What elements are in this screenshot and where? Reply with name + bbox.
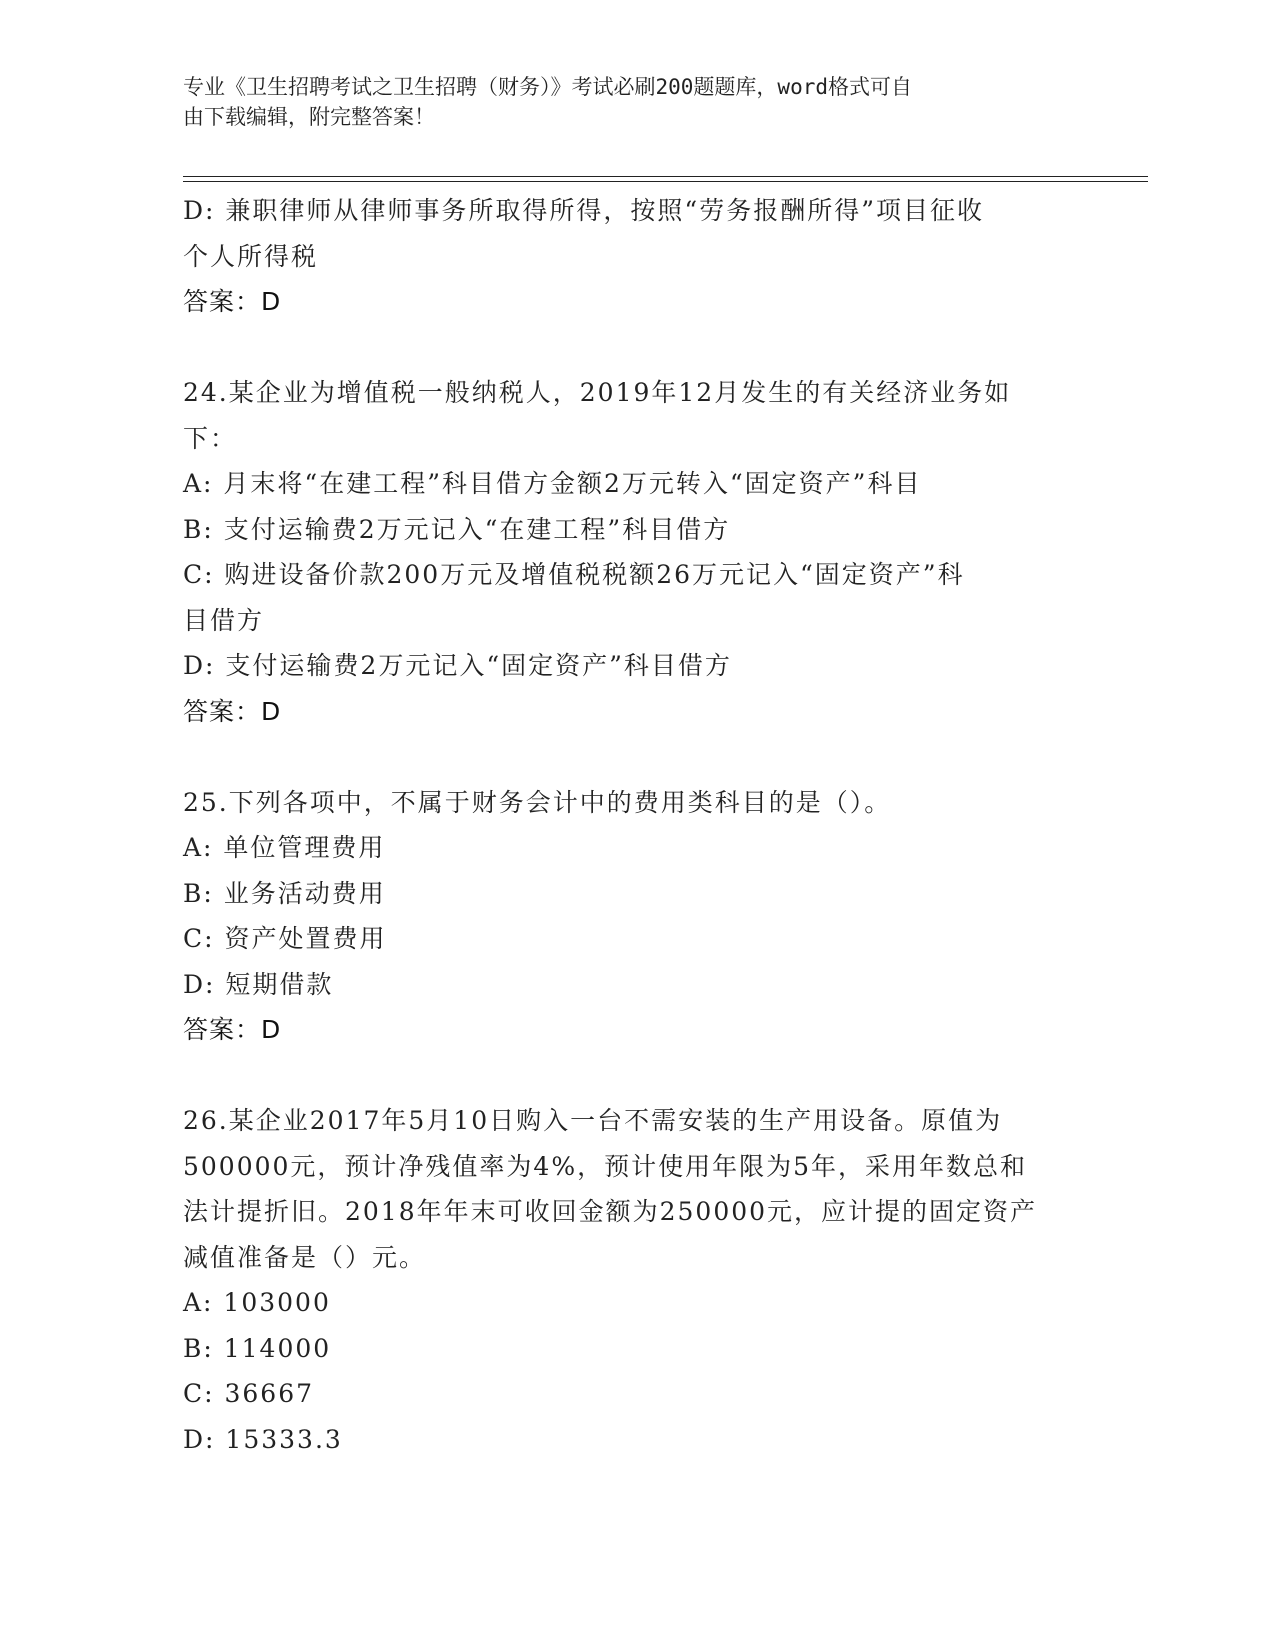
- option-c: C: 购进设备价款200万元及增值税税额26万元记入“固定资产”科: [183, 560, 965, 589]
- answer-line: 答案：D: [183, 287, 282, 316]
- option-a: A: 103000: [183, 1288, 331, 1317]
- option-b: B: 业务活动费用: [183, 878, 386, 908]
- question-stem: 25.下列各项中，不属于财务会计中的费用类科目的是（）。: [183, 787, 892, 817]
- option-d-continued: 个人所得税: [183, 241, 319, 271]
- header-divider-bottom: [183, 181, 1148, 182]
- question-26: [183, 1098, 1083, 1462]
- question-stem: 24.某企业为增值税一般纳税人，2019年12月发生的有关经济业务如: [183, 378, 1012, 407]
- question-stem-continued: 500000元，预计净残值率为4%，预计使用年限为5年，采用年数总和: [183, 1151, 1028, 1181]
- option-d: D: 15333.3: [183, 1424, 343, 1454]
- spacer: [183, 734, 1083, 780]
- document-header: [183, 72, 1063, 132]
- previous-question: [183, 188, 1083, 325]
- option-d: D: 支付运输费2万元记入“固定资产”科目借方: [183, 651, 732, 680]
- spacer: [183, 325, 1083, 371]
- question-24: [183, 370, 1083, 734]
- option-a: A: 单位管理费用: [183, 833, 386, 862]
- option-d: D: 短期借款: [183, 969, 334, 999]
- question-25: [183, 780, 1083, 1053]
- question-stem-continued: 减值准备是（）元。: [183, 1242, 427, 1272]
- answer-line: 答案：D: [183, 1015, 282, 1044]
- spacer: [183, 1053, 1083, 1099]
- option-c-continued: 目借方: [183, 605, 265, 635]
- header-divider-top: [183, 176, 1148, 177]
- option-c: C: 资产处置费用: [183, 924, 387, 953]
- option-a: A: 月末将“在建工程”科目借方金额2万元转入“固定资产”科目: [183, 469, 922, 498]
- header-line-1: 专业《卫生招聘考试之卫生招聘（财务）》考试必刷200题题库，word格式可自: [183, 75, 912, 99]
- question-content: [183, 188, 1083, 1462]
- option-c: C: 36667: [183, 1379, 315, 1408]
- header-line-2: 由下载编辑，附完整答案！: [183, 105, 435, 129]
- option-b: B: 支付运输费2万元记入“在建工程”科目借方: [183, 514, 731, 544]
- answer-line: 答案：D: [183, 696, 282, 726]
- question-stem: 26.某企业2017年5月10日购入一台不需安装的生产用设备。原值为: [183, 1106, 1003, 1135]
- option-b: B: 114000: [183, 1333, 332, 1363]
- option-d: D: 兼职律师从律师事务所取得所得，按照“劳务报酬所得”项目征收: [183, 196, 984, 225]
- question-stem-continued: 下：: [183, 423, 238, 453]
- question-stem-continued: 法计提折旧。2018年年末可收回金额为250000元，应计提的固定资产: [183, 1197, 1038, 1226]
